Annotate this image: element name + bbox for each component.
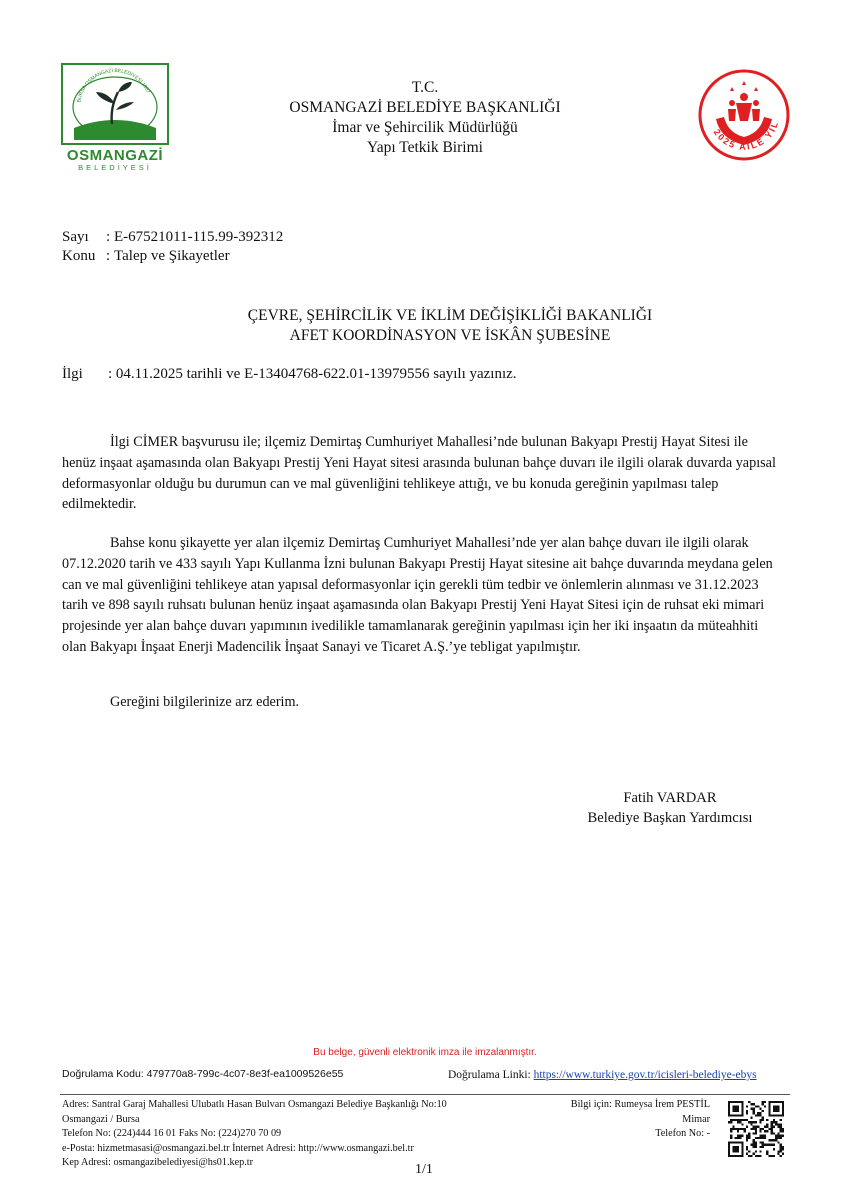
logo-name: OSMANGAZİ <box>66 147 164 164</box>
reference-subject: Konu : Talep ve Şikayetler <box>62 248 230 264</box>
body-paragraph-1: İlgi CİMER başvurusu ile; ilçemiz Demirtaş Cumhuriyet Mahallesi’nde bulunan Bakyapı Prestij Hayat Sitesi ile henüz inşaat aşamasında olan Bakyapı Prestij Yeni Hayat sitesi arasında bulunan bahçe duvarı ile ilgili olarak duvarda yapısal deformasyonlar olduğu bu durumun can ve mal güvenliğini tehlikeye attığı, ve bu konuda gereğinin yapılması talep edilmektedir. <box>62 434 776 513</box>
info-contact-person: Bilgi için: Rumeysa İrem PESTİL <box>570 1099 710 1110</box>
header-line-tc: T.C. <box>411 79 439 96</box>
header-line-municipality: OSMANGAZİ BELEDİYE BAŞKANLIĞI <box>289 99 561 116</box>
email-line: e-Posta: hizmetmasasi@osmangazi.bel.tr İnternet Adresi: http://www.osmangazi.bel.tr <box>62 1142 414 1154</box>
recipient <box>130 306 770 346</box>
closing-sentence: Gereğini bilgilerinize arz ederim. <box>110 694 300 710</box>
header-line-unit: Yapı Tetkik Birimi <box>367 139 483 156</box>
signatory-name: Fatih VARDAR <box>623 790 717 806</box>
phone-line: Telefon No: (224)444 16 01 Faks No: (224)270 70 09 <box>62 1128 282 1140</box>
verification-link-line <box>448 1069 757 1081</box>
esign-notice: Bu belge, güvenli elektronik imza ile imzalanmıştır. <box>313 1047 537 1058</box>
address-line2: Osmangazi / Bursa <box>62 1113 140 1125</box>
footer-contact <box>62 1098 542 1171</box>
svg-text:BURSA OSMANGAZİ BELEDİYESİ 198 <box>76 67 151 103</box>
sayi-label: Sayı <box>62 229 89 245</box>
family-year-logo <box>696 67 792 163</box>
konu-label: Konu <box>62 248 96 264</box>
verification-link[interactable]: https://www.turkiye.gov.tr/icisleri-belediye-ebys <box>533 1069 757 1081</box>
konu-value: Talep ve Şikayetler <box>114 248 230 264</box>
logo-ring-text: BURSA OSMANGAZİ BELEDİYESİ 1987 <box>76 67 151 103</box>
footer-info <box>540 1098 710 1142</box>
page-number: 1/1 <box>415 1162 433 1177</box>
signatory-title: Belediye Başkan Yardımcısı <box>587 810 753 826</box>
verification-code: Doğrulama Kodu: 479770a8-799c-4c07-8e3f-ea1009526e55 <box>62 1068 344 1080</box>
footer-divider <box>60 1094 790 1095</box>
info-phone: Telefon No: - <box>655 1128 710 1140</box>
osmangazi-logo <box>60 62 170 172</box>
reference-number: Sayı : E-67521011-115.99-392312 <box>62 229 284 245</box>
sayi-value: E-67521011-115.99-392312 <box>114 229 284 245</box>
family-year-ring-text: 2025 AİLE YIL <box>711 119 781 152</box>
address-line1: Adres: Santral Garaj Mahallesi Ulubatlı Hasan Bulvarı Osmangazi Belediye Başkanlığı No:10 <box>62 1099 447 1110</box>
signature-block <box>560 788 780 828</box>
ilgi-label: İlgi <box>62 366 83 382</box>
qr-code-icon <box>728 1101 784 1157</box>
info-role: Mimar <box>682 1113 710 1125</box>
recipient-line2: AFET KOORDİNASYON VE İSKÂN ŞUBESİNE <box>289 327 611 344</box>
recipient-line1: ÇEVRE, ŞEHİRCİLİK VE İKLİM DEĞİŞİKLİĞİ BAKANLIĞI <box>247 307 653 324</box>
verification-link-label: Doğrulama Linki: <box>448 1069 534 1081</box>
ilgi-line <box>62 366 517 383</box>
header-line-directorate: İmar ve Şehircilik Müdürlüğü <box>332 119 518 136</box>
ilgi-value: : 04.11.2025 tarihli ve E-13404768-622.01-13979556 sayılı yazınız. <box>108 366 517 382</box>
letterhead <box>170 78 680 158</box>
kep-line: Kep Adresi: osmangazibelediyesi@hs01.kep.tr <box>62 1157 254 1169</box>
logo-subname: BELEDİYESİ <box>78 163 152 172</box>
body-paragraph-2: Bahse konu şikayette yer alan ilçemiz Demirtaş Cumhuriyet Mahallesi’nde yer alan bahçe duvarı ile ilgili olarak 07.12.2020 tarih ve 433 sayılı Yapı Kullanma İzni bulunan Bakyapı Prestij Hayat sitesine ait bahçe duvarında meydana gelen can ve mal güvenliğini tehlikeye atan yapısal deformasyonlar için gerekli tüm tedbir ve önlemlerin alınması ve 31.12.2023 tarih ve 898 sayılı ruhsatı bulunan henüz inşaat aşamasında olan Bakyapı Prestij Yeni Hayat Sitesi için de ruhsat eki mimari projesinde yer alan bahçe duvarı yapımının ivedilikle tamamlanarak gereğinin yapılması için her iki inşaatın da müteahhiti olan Bakyapı İnşaat Enerji Madencilik İnşaat Sanayi ve Ticaret A.Ş.’ye tebligat yapılmıştır. <box>62 535 773 655</box>
